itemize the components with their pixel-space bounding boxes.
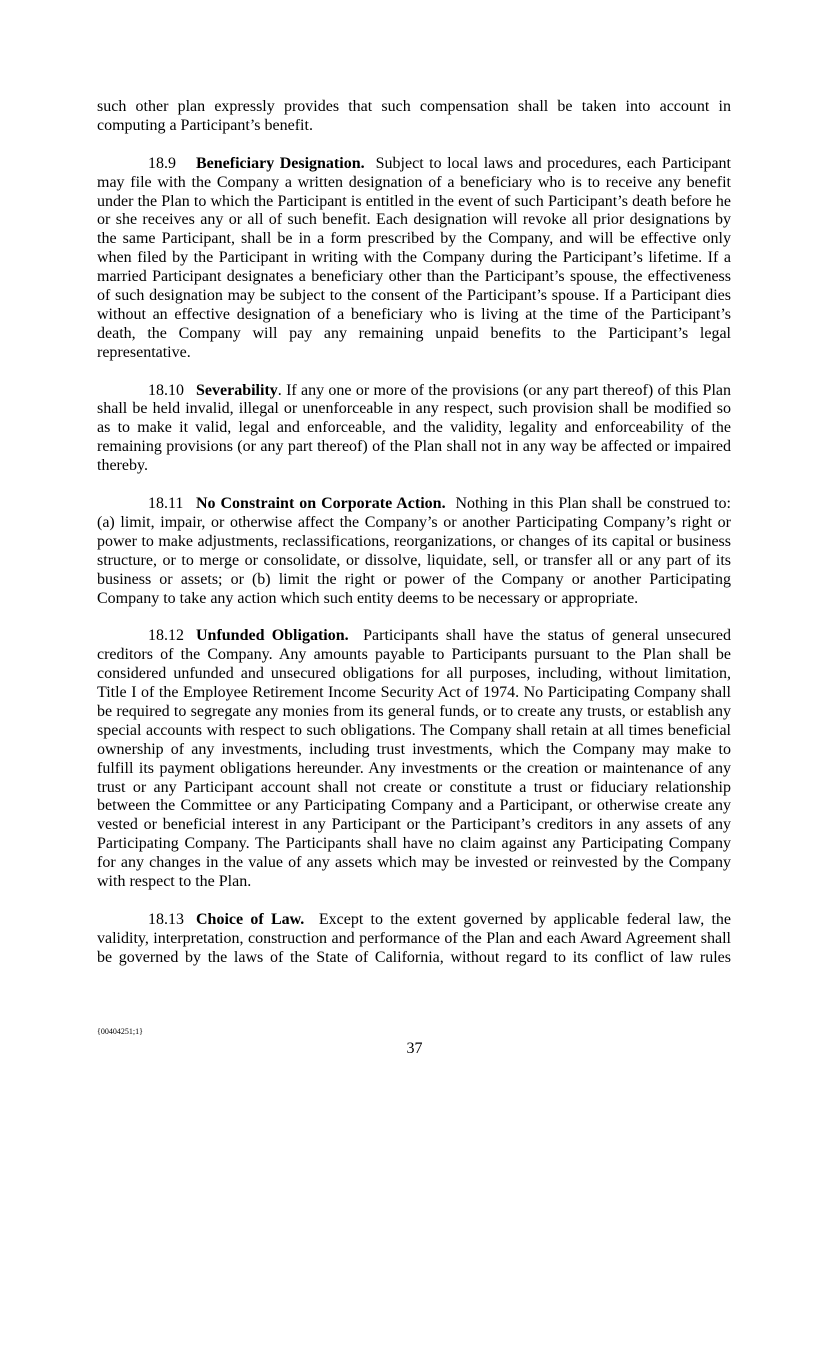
- section-text: Except to the extent governed by applicable federal law, the validity, interpretation, construction and performance of the Plan and each Award Agreement shall be governed by the laws of the State of California, without regard to its conflict of law rules: [97, 910, 732, 966]
- section-text: . If any one or more of the provisions (or any part thereof) of this Plan shall be held invalid, illegal or unenforceable in any respect, such provision shall be modified so as to make it valid, legal and enforceable, and the validity, legality and enforceability of the remaining provisions (or any part thereof) of the Plan shall not in any way be affected or impaired thereby.: [97, 381, 731, 475]
- section-number: 18.9: [148, 154, 176, 172]
- section-heading: Unfunded Obligation.: [196, 627, 349, 645]
- section-heading: Severability: [196, 381, 278, 399]
- intro-paragraph: such other plan expressly provides that such compensation shall be taken into account in computing a Participant’s benefit.: [97, 98, 731, 134]
- section-18-13: [97, 911, 731, 968]
- section-text: Participants shall have the status of general unsecured creditors of the Company. Any amounts payable to Participants pursuant to the Plan shall be considered unfunded and unsecured obligations for all purposes, including, without limitation, Title I of the Employee Retirement Income Security Act of 1974. No Participating Company shall be required to segregate any monies from its general funds, or to create any trusts, or establish any special accounts with respect to such obligations. The Company shall retain at all times beneficial ownership of any investments, including trust investments, which the Company may make to fulfill its payment obligations hereunder. Any investments or the creation or maintenance of any trust or any Participant account shall not create or constitute a trust or fiduciary relationship between the Committee or any Participating Company and a Participant, or otherwise create any vested or beneficial interest in any Participant or the Participant’s creditors in any assets of any Participating Company. The Participants shall have no claim against any Participating Company for any changes in the value of any assets which may be invested or reinvested by the Company with respect to the Plan.: [97, 627, 732, 891]
- section-18-12: [97, 627, 731, 892]
- section-number: 18.12: [148, 627, 184, 645]
- document-body: [97, 98, 731, 987]
- section-text: Nothing in this Plan shall be construed to: (a) limit, impair, or otherwise affect the Company’s or another Participating Company’s right or power to make adjustments, reclassifications, reorganizations, or changes of its capital or business structure, or to merge or consolidate, or dissolve, liquidate, sell, or transfer all or any part of its business or assets; or (b) limit the right or power of the Company or another Participating Company to take any action which such entity deems to be necessary or appropriate.: [97, 494, 732, 607]
- page-number: 37: [406, 1040, 423, 1057]
- section-18-10: [97, 382, 731, 477]
- section-heading: Choice of Law.: [196, 910, 305, 928]
- document-id: {00404251;1}: [97, 1027, 143, 1036]
- section-number: 18.11: [148, 494, 184, 512]
- section-number: 18.10: [148, 381, 184, 399]
- section-heading: Beneficiary Designation.: [196, 154, 365, 172]
- section-heading: No Constraint on Corporate Action.: [196, 494, 446, 512]
- section-18-9: [97, 155, 731, 363]
- section-text: Subject to local laws and procedures, each Participant may file with the Company a written designation of a beneficiary who is to receive any benefit under the Plan to which the Participant is entitled in the event of such Participant’s death before he or she receives any or all of such benefit. Each designation will revoke all prior designations by the same Participant, shall be in a form prescribed by the Company, and will be effective only when filed by the Participant in writing with the Company during the Participant’s lifetime. If a married Participant designates a beneficiary other than the Participant’s spouse, the effectiveness of such designation may be subject to the consent of the Participant’s spouse. If a Participant dies without an effective designation of a beneficiary who is living at the time of the Participant’s death, the Company will pay any remaining unpaid benefits to the Participant’s legal representative.: [97, 154, 732, 361]
- section-number: 18.13: [148, 910, 184, 928]
- section-18-11: [97, 495, 731, 608]
